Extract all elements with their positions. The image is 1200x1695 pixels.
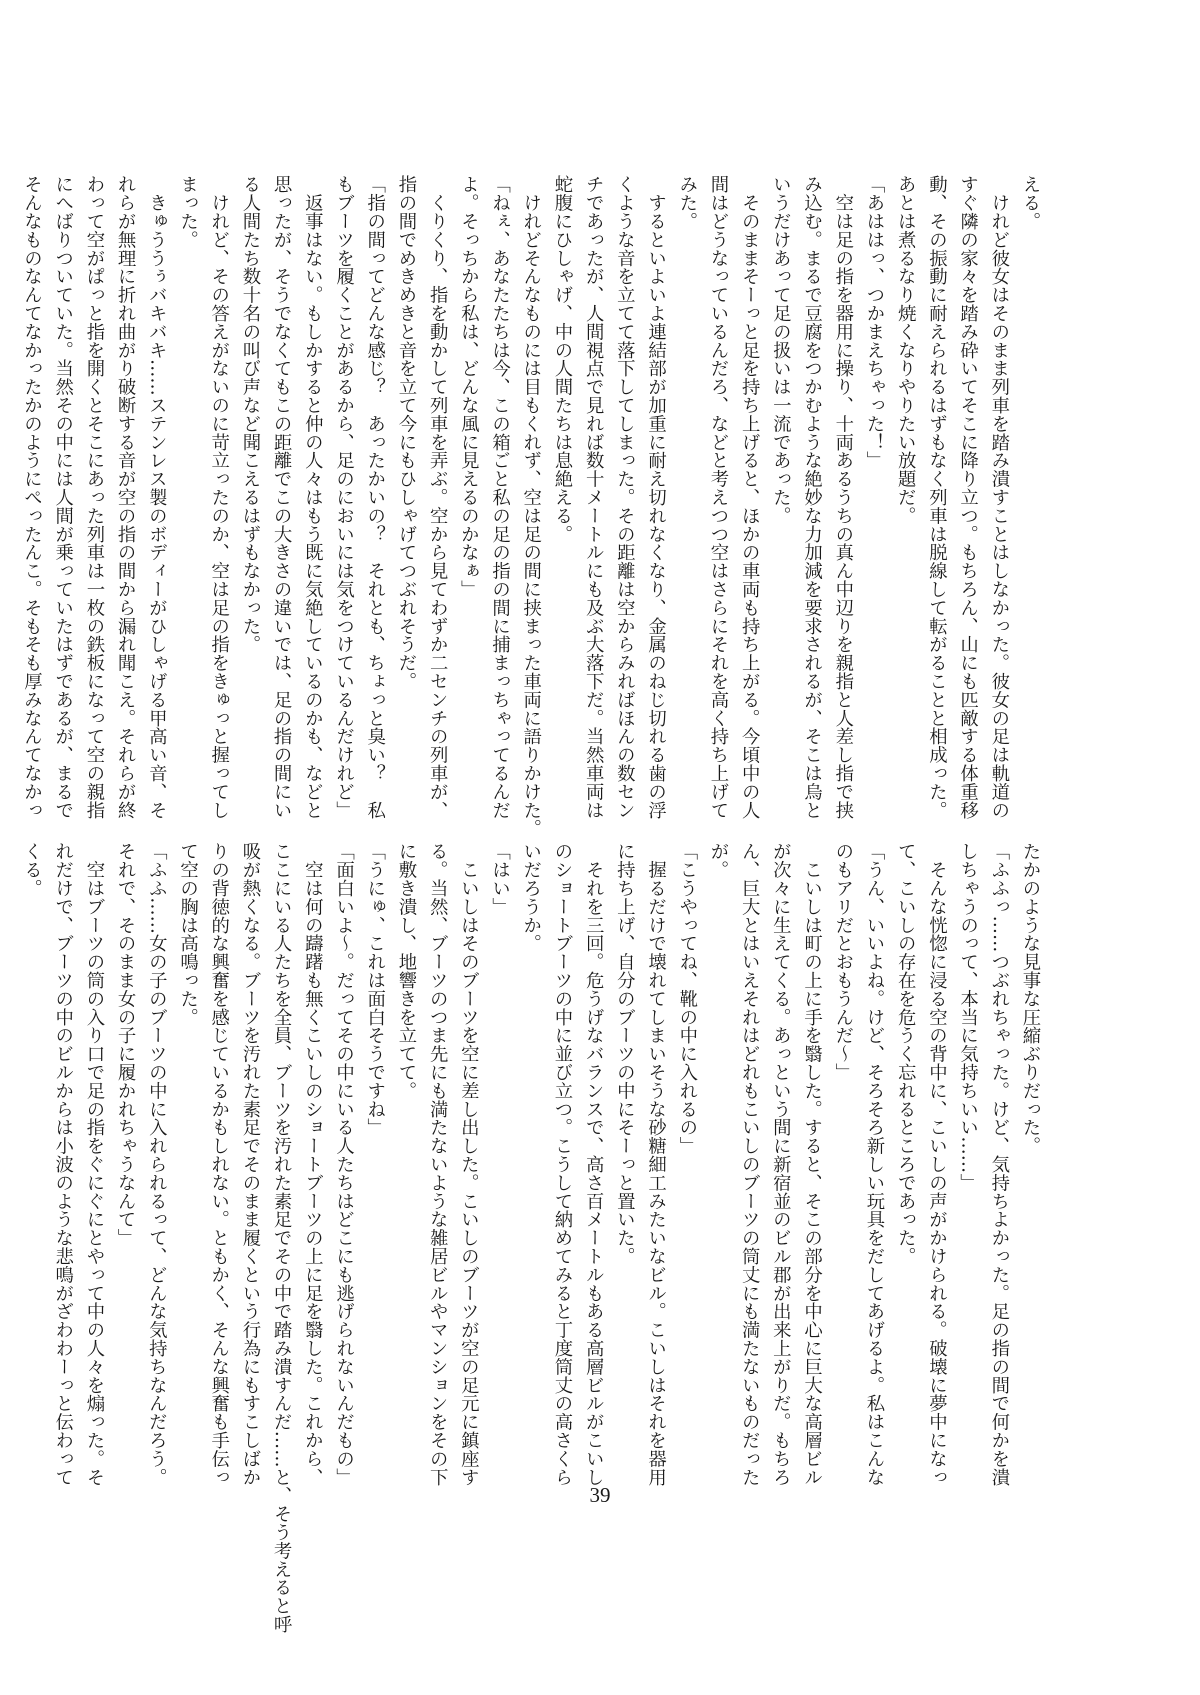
text-line: りの背徳的な興奮を感じているかもしれない。ともかく、そんな興奮も手伝っ [208, 842, 230, 1486]
text-line: けれど、その答えがないのに苛立ったのか、空は足の指をきゅっと握ってし [208, 175, 230, 819]
text-line: いうだけあって足の扱いは一流であった。 [770, 175, 792, 525]
text-line: たかのような見事な圧縮ぶりだった。 [1020, 842, 1041, 1155]
text-line: て、こいしの存在を危うく忘れるところであった。 [895, 842, 917, 1266]
text-line: のショートブーツの中に並び立つ。こうして納めてみると丁度筒丈の高さくら [551, 842, 573, 1486]
text-line: くる。 [21, 842, 43, 898]
text-line: 返事はない。もしかすると仲の人々はもう既に気絶しているのかも、などと [302, 175, 324, 819]
text-line: けれど彼女はそのまま列車を踏み潰すことはしなかった。彼女の足は軌道の [988, 175, 1010, 819]
text-line: それで、そのまま女の子に履かれちゃうなんて」 [115, 842, 137, 1247]
text-line: 空は何の躊躇も無くこいしのショートブーツの上に足を翳した。これから、 [302, 842, 324, 1486]
text-line: けれどそんなものには目もくれず、空は足の間に挟まった車両に語りかけた。 [520, 175, 542, 838]
text-line: にへばりついていた。当然その中には人間が乗っていたはずであるが、まるで [52, 175, 74, 819]
text-line: よ。そっちから私は、どんな風に見えるのかなぁ」 [458, 175, 480, 599]
text-line: 吸が熱くなる。ブーツを汚れた素足でそのまま履くという行為にもすこしばか [239, 842, 261, 1486]
text-line: 動、その振動に耐えられるはずもなく列車は脱線して転がることと相成った。 [926, 175, 948, 819]
text-line: 指の間でめきめきと音を立て今にもひしゃげてつぶれそうだ。 [395, 175, 417, 691]
text-line: 握るだけで壊れてしまいそうな砂糖細工みたいなビル。こいしはそれを器用 [645, 842, 667, 1486]
text-block-top [21, 175, 1046, 838]
text-line: きゅううぅバキバキ……ステンレス製のボディーがひしゃげる甲高い音、そ [146, 175, 168, 819]
text-line: それを三回。危うげなバランスで、高さ百メートルもある高層ビルがこいし [583, 842, 605, 1486]
text-line: 「うん、いいよね。けど、そろそろ新しい玩具をだしてあげるよ。私はこんな [863, 842, 885, 1486]
text-line: 「こうやってね、靴の中に入れるの」 [676, 842, 698, 1155]
text-line: 間はどうなっているんだろ、などと考えつつ空はさらにそれを高く持ち上げて [707, 175, 729, 819]
page-number: 39 [589, 1483, 611, 1507]
text-line: て空の胸は高鳴った。 [177, 842, 199, 1026]
text-line: しちゃうのって、本当に気持ちいい……」 [957, 842, 979, 1192]
text-line: 思ったが、そうでなくてもこの距離でこの大きさの違いでは、足の指の間にい [271, 175, 293, 819]
text-line: 「指の間ってどんな感じ？ あったかいの？ それとも、ちょっと臭い？ 私 [364, 175, 386, 819]
text-line: 「うにゅ、これは面白そうですね」 [364, 842, 386, 1137]
text-line: る。当然、ブーツのつま先にも満たないような雑居ビルやマンションをその下 [427, 842, 449, 1486]
text-line: くような音を立てて落下してしまった。その距離は空からみればほんの数セン [614, 175, 636, 819]
text-line: る人間たち数十名の叫び声など聞こえるはずもなかった。 [239, 175, 261, 654]
text-line: が。 [707, 842, 729, 879]
text-line: あとは煮るなり焼くなりやりたい放題だ。 [895, 175, 917, 525]
text-line: みた。 [676, 175, 698, 231]
text-line: まった。 [177, 175, 199, 249]
text-line: チであったが、人間視点で見れば数十メートルにも及ぶ大落下だ。当然車両は [583, 175, 605, 819]
text-line: み込む。まるで豆腐をつかむような絶妙な力加減を要求されるが、そこは烏と [801, 175, 823, 819]
text-line: そのままそーっと足を持ち上げると、ほかの車両も持ち上がる。今頃中の人 [739, 175, 761, 819]
text-line: のもアリだとおもうんだ～」 [832, 842, 854, 1082]
text-line: すぐ隣の家々を踏み砕いてそこに降り立つ。もちろん、山にも匹敵する体重移 [957, 175, 979, 819]
text-line: れらが無理に折れ曲がり破断する音が空の指の間から漏れ聞こえ。それらが終 [115, 175, 137, 819]
text-line: 「ふふ……女の子のブーツの中に入れられるって、どんな気持ちなんだろう。 [146, 842, 168, 1486]
text-line: 「はい」 [489, 842, 511, 916]
text-line: いだろうか。 [520, 842, 542, 953]
text-line: 空は足の指を器用に操り、十両あるうちの真ん中辺りを親指と人差し指で挟 [832, 175, 854, 819]
text-line: こいしはそのブーツを空に差し出した。こいしのブーツが空の足元に鎮座す [458, 842, 480, 1486]
text-line: ここにいる人たちを全員、ブーツを汚れた素足でその中で踏み潰すんだ……と、そう考えると呼 [271, 842, 293, 1634]
text-line: するといよいよ連結部が加重に耐え切れなくなり、金属のねじ切れる歯の浮 [645, 175, 667, 819]
text-line: 空はブーツの筒の入り口で足の指をぐにぐにとやって中の人々を煽った。そ [83, 842, 105, 1486]
text-line: ん、巨大とはいえそれはどれもこいしのブーツの筒丈にも満たないものだった [739, 842, 761, 1486]
text-line: 「ふふっ……つぶれちゃった。けど、気持ちよかった。足の指の間で何かを潰 [988, 842, 1010, 1486]
text-line: 「ねぇ、あなたたちは今、この箱ごと私の足の指の間に捕まっちゃってるんだ [489, 175, 511, 819]
text-line: 「あははっ、つかまえちゃった！」 [863, 175, 885, 470]
text-line: に敷き潰し、地響きを立てて。 [395, 842, 417, 1100]
text-line: える。 [1020, 175, 1041, 231]
text-line: こいしは町の上に手を翳した。すると、そこの部分を中心に巨大な高層ビル [801, 842, 823, 1486]
text-line: が次々に生えてくる。あっという間に新宿並のビル郡が出来上がりだ。もちろ [770, 842, 792, 1486]
text-line: に持ち上げ、自分のブーツの中にそーっと置いた。 [614, 842, 636, 1266]
text-line: そんな恍惚に浸る空の背中に、こいしの声がかけられる。破壊に夢中になっ [926, 842, 948, 1486]
text-line: れだけで、ブーツの中のビルからは小波のような悲鳴がざわわーっと伝わって [52, 842, 74, 1486]
text-line: そんなものなんてなかったかのようにぺったんこ。そもそも厚みなんてなかっ [21, 175, 43, 819]
text-line: わって空がぱっと指を開くとそこにあった列車は一枚の鉄板になって空の親指 [83, 175, 105, 819]
text-line: もブーツを履くことがあるから、足のにおいには気をつけているんだけれど」 [333, 175, 355, 819]
text-line: 蛇腹にひしゃげ、中の人間たちは息絶える。 [551, 175, 573, 543]
text-line: くりくり、指を動かして列車を弄ぶ。空から見てわずか二センチの列車が、 [427, 175, 449, 819]
text-line: 「面白いよ～。だってその中にいる人たちはどこにも逃げられないんだもの」 [333, 842, 355, 1486]
